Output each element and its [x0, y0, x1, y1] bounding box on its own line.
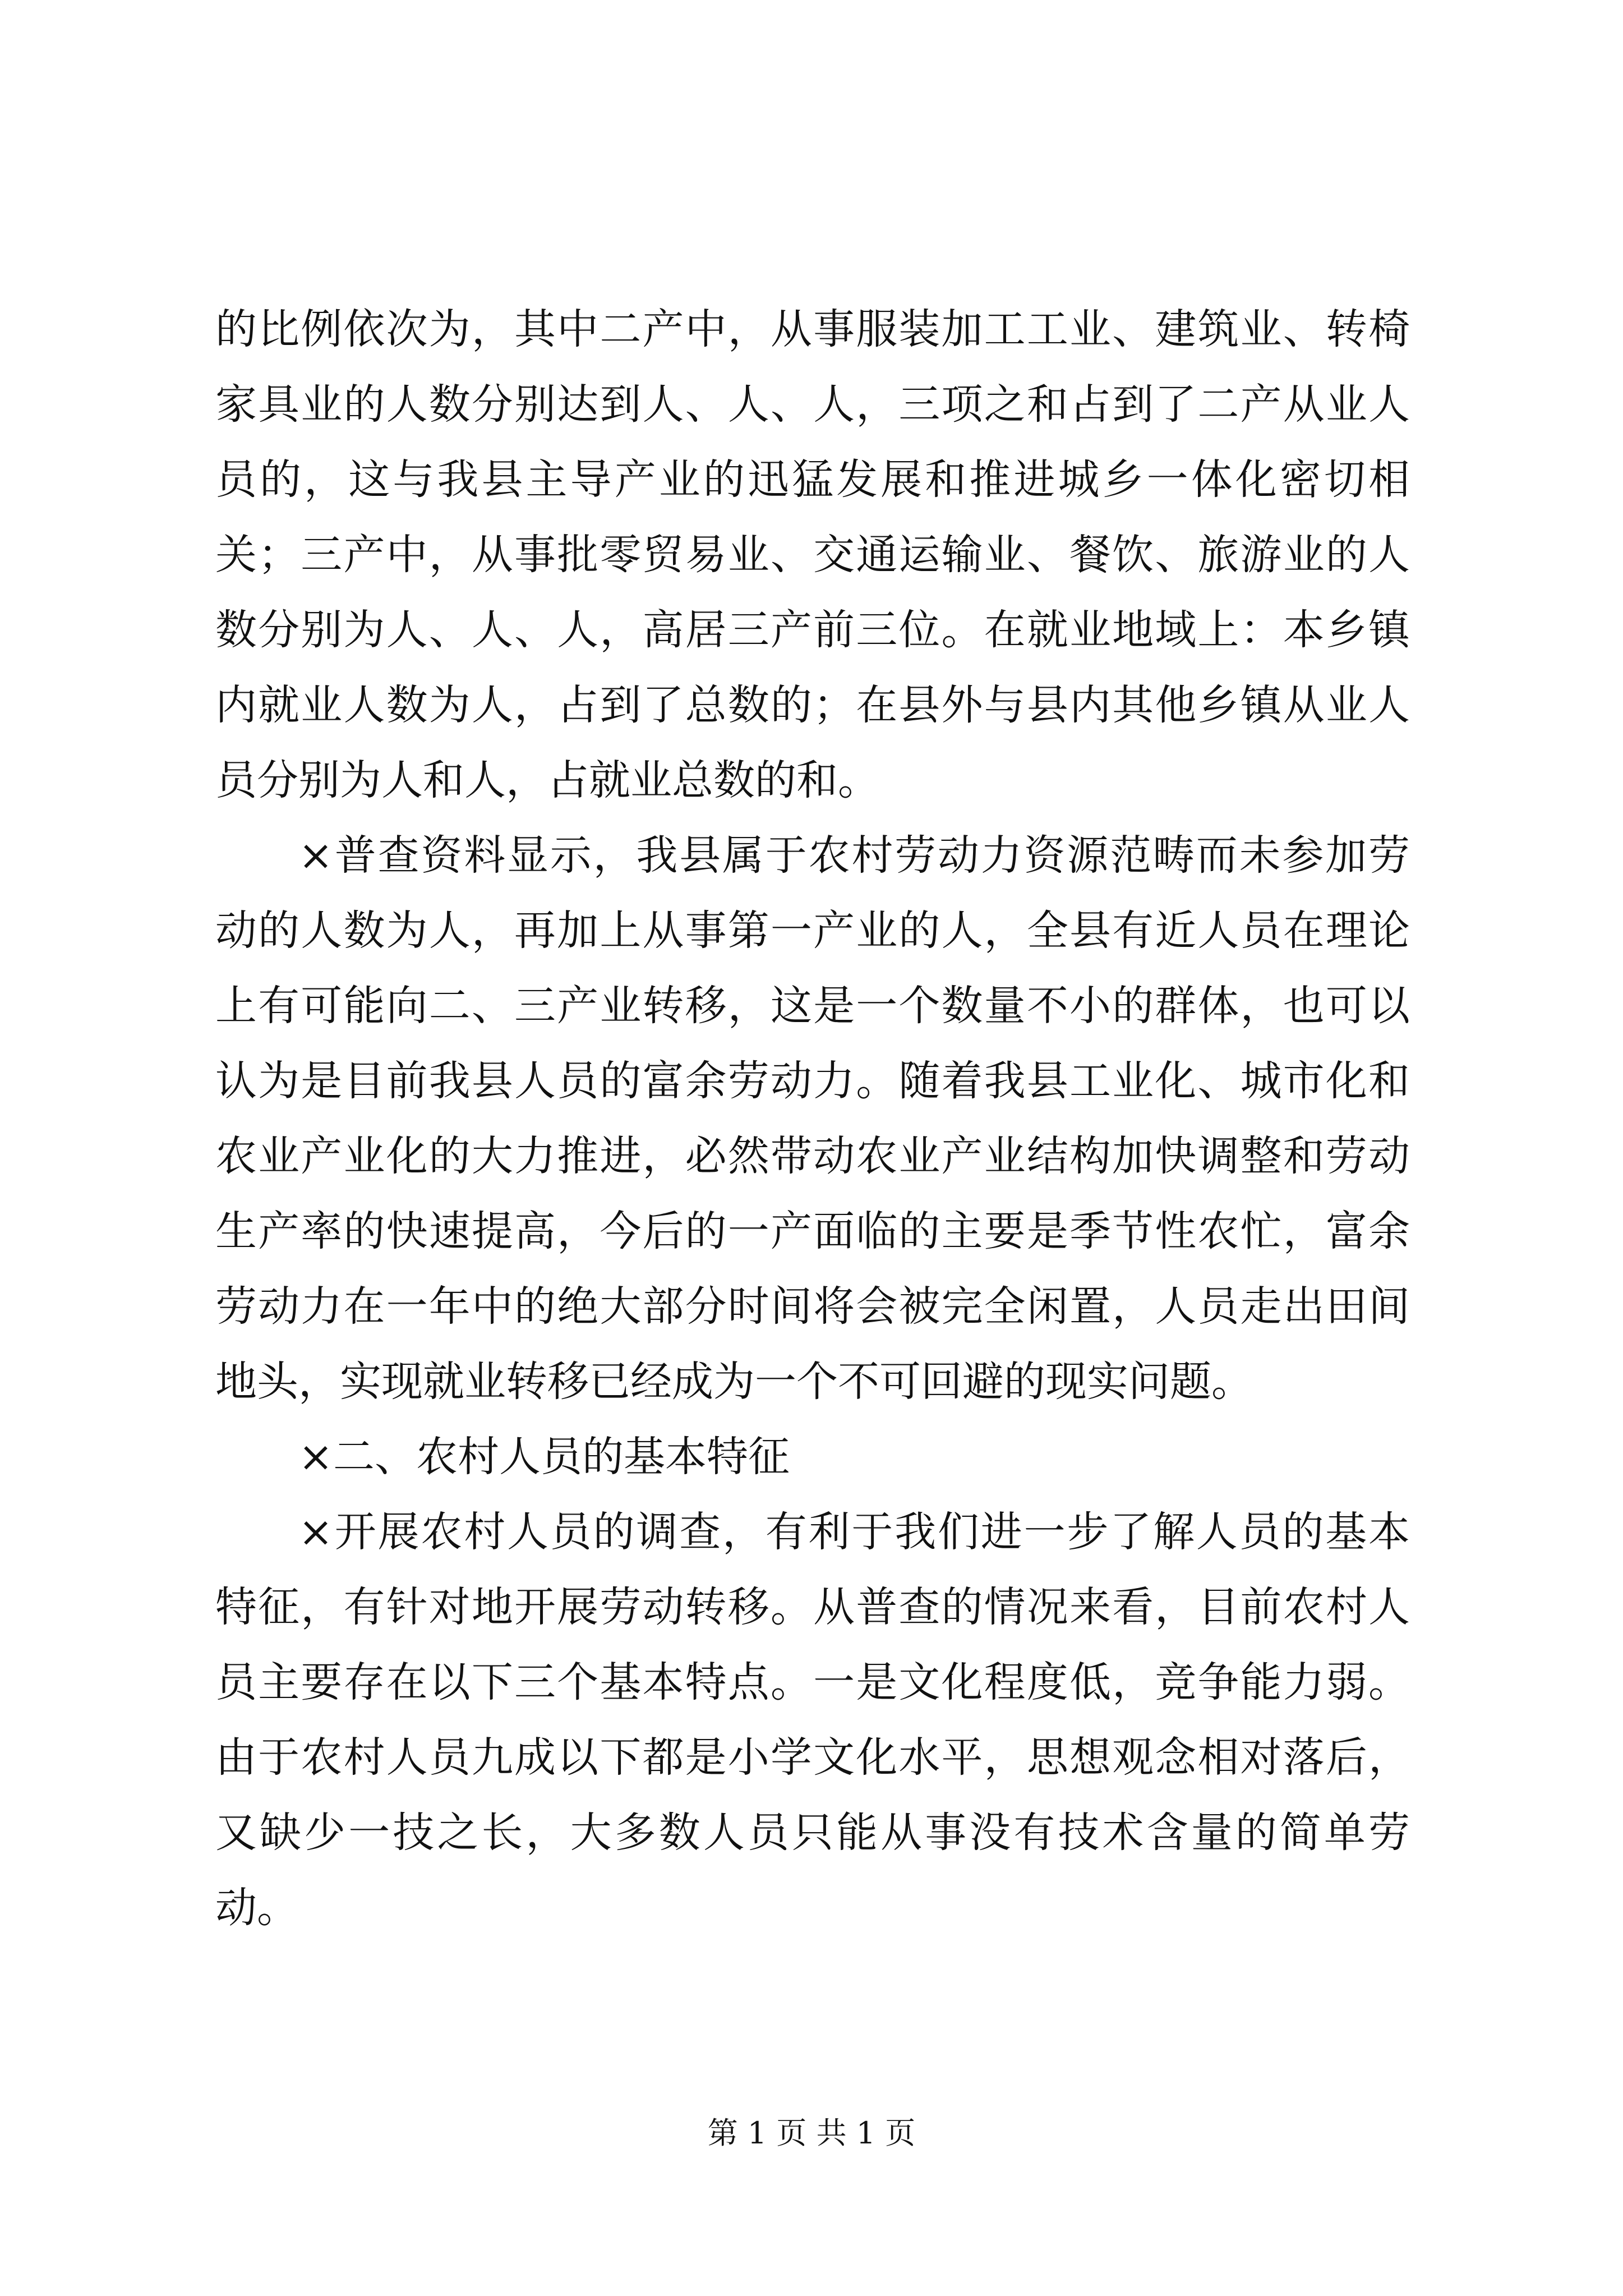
page-footer: 第 1 页 共 1 页 [707, 2115, 916, 2151]
paragraph-characteristics: ×开展农村人员的调查，有利于我们进一步了解人员的基本特征，有针对地开展劳动转移。从普查的情况来看，目前农村人员主要存在以下三个基本特点。一是文化程度低，竞争能力弱。由于农村人员九成以下都是小学文化水平，思想观念相对落后，又缺少一技之长，大多数人员只能从事没有技术含量的简单劳动。 [215, 1508, 1410, 1932]
paragraph-survey-data: ×普查资料显示，我县属于农村劳动力资源范畴而未参加劳动的人数为人，再加上从事第一产业的人，全县有近人员在理论上有可能向二、三产业转移，这是一个数量不小的群体，也可以认为是目前我县人员的富余劳动力。随着我县工业化、城市化和农业产业化的大力推进，必然带动农业产业结构加快调整和劳动生产率的快速提高，今后的一产面临的主要是季节性农忙，富余劳动力在一年中的绝大部分时间将会被完全闲置，人员走出田间地头，实现就业转移已经成为一个不可回避的现实问题。 [215, 831, 1410, 1406]
document-body [215, 292, 1410, 1945]
section-heading: ×二、农村人员的基本特征 [298, 1433, 790, 1481]
paragraph-continuation: 的比例依次为，其中二产中，从事服装加工工业、建筑业、转椅家具业的人数分别达到人、人、人，三项之和占到了二产从业人员的，这与我县主导产业的迅猛发展和推进城乡一体化密切相关；三产中，从事批零贸易业、交通运输业、餐饮、旅游业的人数分别为人、人、人，高居三产前三位。在就业地域上：本乡镇内就业人数为人，占到了总数的；在县外与县内其他乡镇从业人员分别为人和人，占就业总数的和。 [215, 305, 1410, 804]
